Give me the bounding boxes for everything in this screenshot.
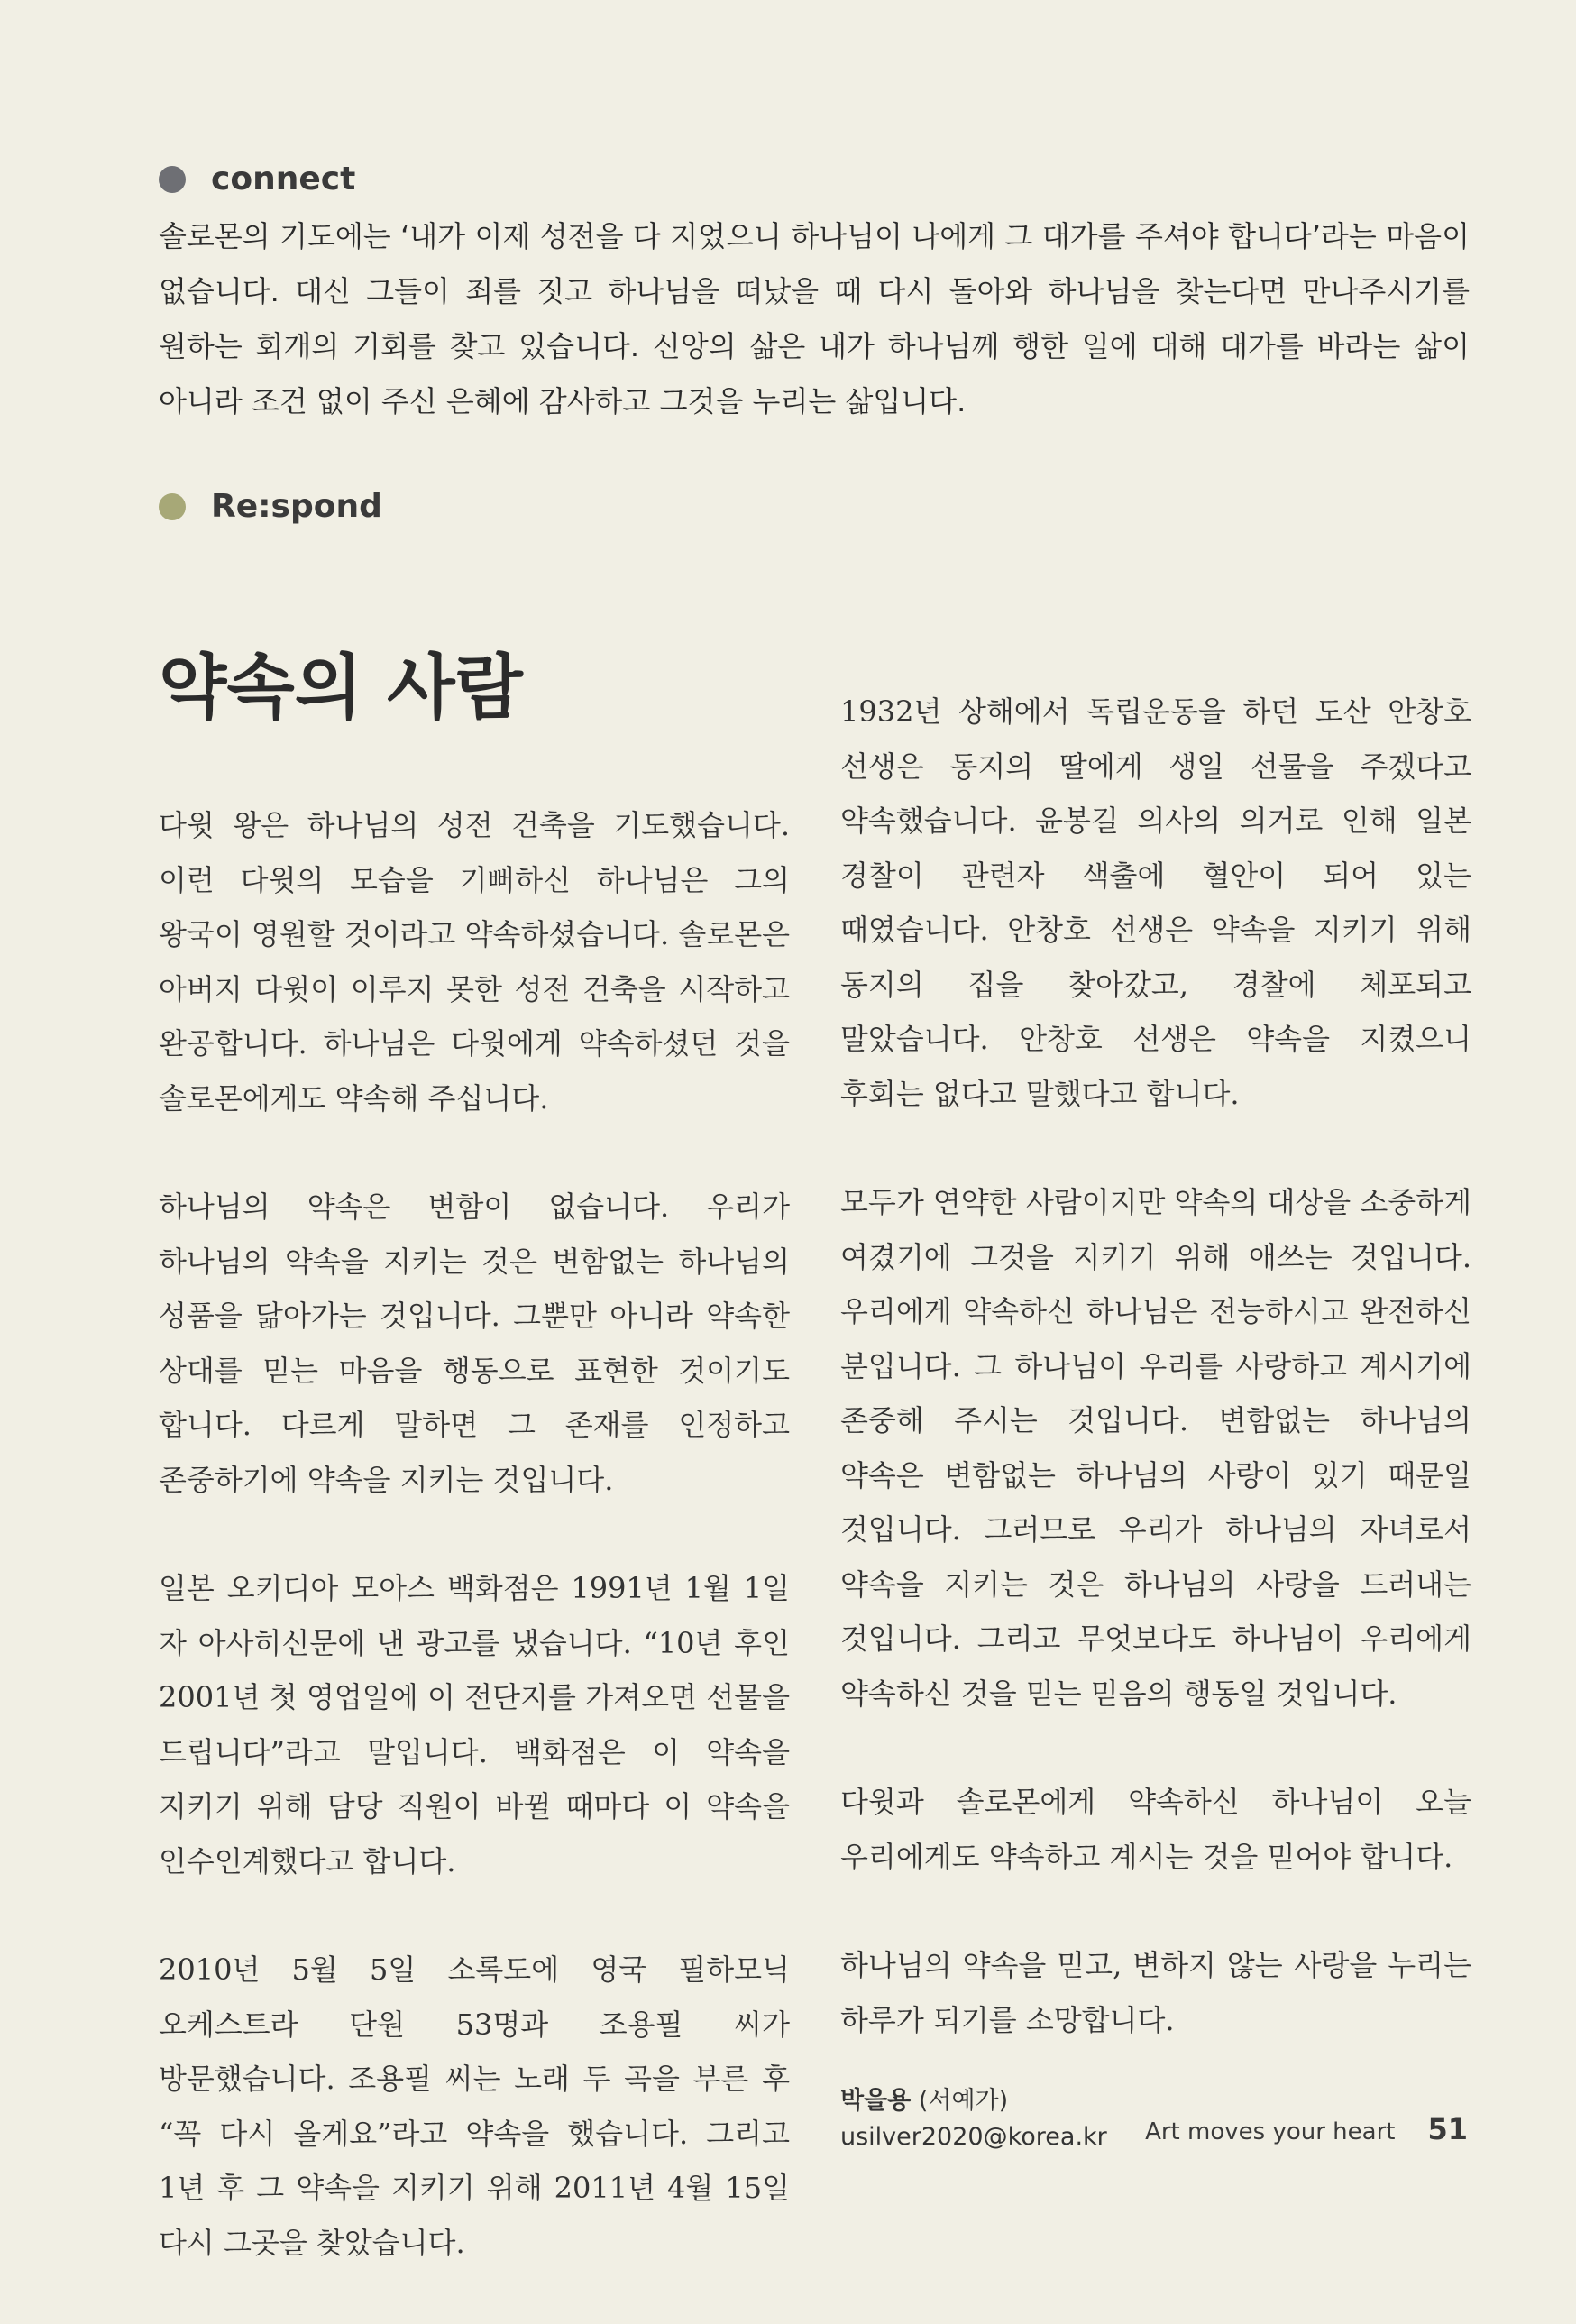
respond-title: Re:spond [211, 488, 382, 525]
article-title: 약속의 사람 [159, 647, 523, 729]
article-paragraph: 하나님의 약속을 믿고, 변하지 않는 사랑을 누리는 하루가 되기를 소망합니다. [840, 1948, 1471, 2037]
article-paragraph: 1932년 상해에서 독립운동을 하던 도산 안창호 선생은 동지의 딸에게 생일 선물을 주겠다고 약속했습니다. 윤봉길 의사의 의거로 인해 일본 경찰이 관련자 색출에 혈안이 되어 있는 때였습니다. 안창호 선생은 약속을 지키기 위해 동지의 집을 찾아갔고, 경찰에 체포되고 말았습니다. 안창호 선생은 약속을 지켰으니 후회는 없다고 말했다고 합니다. [840, 694, 1471, 1111]
page-footer [1145, 2112, 1468, 2146]
author-role: (서예가) [918, 2087, 1009, 2115]
author-name: 박을용 [840, 2087, 912, 2115]
page-number: 51 [1427, 2112, 1468, 2146]
author-email: usilver2020@korea.kr [840, 2123, 1107, 2151]
article-right-column [840, 684, 1471, 2155]
connect-title: connect [211, 161, 356, 197]
respond-heading [159, 488, 382, 525]
article-paragraph: 일본 오키디아 모아스 백화점은 1991년 1월 1일 자 아사히신문에 낸 광고를 냈습니다. “10년 후인 2001년 첫 영업일에 이 전단지를 가져오면 선물을 드립니다”라고 말입니다. 백화점은 이 약속을 지키기 위해 담당 직원이 바뀔 때마다 이 약속을 인수인계했다고 합니다. [159, 1571, 790, 1878]
article-paragraph: 2010년 5월 5일 소록도에 영국 필하모닉 오케스트라 단원 53명과 조용필 씨가 방문했습니다. 조용필 씨는 노래 두 곡을 부른 후 “꼭 다시 올게요”라고 약속을 했습니다. 그리고 1년 후 그 약속을 지키기 위해 2011년 4월 15일 다시 그곳을 찾았습니다. [159, 1952, 790, 2260]
connect-bullet-icon [159, 166, 186, 193]
article-left-column [159, 798, 790, 2324]
article-paragraph: 하나님의 약속은 변함이 없습니다. 우리가 하나님의 약속을 지키는 것은 변함없는 하나님의 성품을 닮아가는 것입니다. 그뿐만 아니라 약속한 상대를 믿는 마음을 행동으로 표현한 것이기도 합니다. 다르게 말하면 그 존재를 인정하고 존중하기에 약속을 지키는 것입니다. [159, 1190, 790, 1497]
connect-text [159, 209, 1470, 429]
footer-tagline: Art moves your heart [1145, 2118, 1396, 2145]
article-paragraph: 다윗과 솔로몬에게 약속하신 하나님이 오늘 우리에게도 약속하고 계시는 것을 믿어야 합니다. [840, 1785, 1471, 1874]
connect-heading [159, 161, 355, 197]
respond-bullet-icon [159, 493, 186, 520]
article-paragraph: 다윗 왕은 하나님의 성전 건축을 기도했습니다. 이런 다윗의 모습을 기뻐하신 하나님은 그의 왕국이 영원할 것이라고 약속하셨습니다. 솔로몬은 아버지 다윗이 이루지 못한 성전 건축을 시작하고 완공합니다. 하나님은 다윗에게 약속하셨던 것을 솔로몬에게도 약속해 주십니다. [159, 808, 791, 1116]
connect-paragraph: 솔로몬의 기도에는 ‘내가 이제 성전을 다 지었으니 하나님이 나에게 그 대가를 주셔야 합니다’라는 마음이 없습니다. 대신 그들이 죄를 짓고 하나님을 떠났을 때 다시 돌아와 하나님을 찾는다면 만나주시기를 원하는 회개의 기회를 찾고 있습니다. 신앙의 삶은 내가 하나님께 행한 일에 대해 대가를 바라는 삶이 아니라 조건 없이 주신 은혜에 감사하고 그것을 누리는 삶입니다. [159, 219, 1470, 418]
article-paragraph: 모두가 연약한 사람이지만 약속의 대상을 소중하게 여겼기에 그것을 지키기 위해 애쓰는 것입니다. 우리에게 약속하신 하나님은 전능하시고 완전하신 분입니다. 그 하나님이 우리를 사랑하고 계시기에 존중해 주시는 것입니다. 변함없는 하나님의 약속은 변함없는 하나님의 사랑이 있기 때문일 것입니다. 그러므로 우리가 하나님의 자녀로서 약속을 지키는 것은 하나님의 사랑을 드러내는 것입니다. 그리고 무엇보다도 하나님이 우리에게 약속하신 것을 믿는 믿음의 행동일 것입니다. [840, 1185, 1472, 1711]
